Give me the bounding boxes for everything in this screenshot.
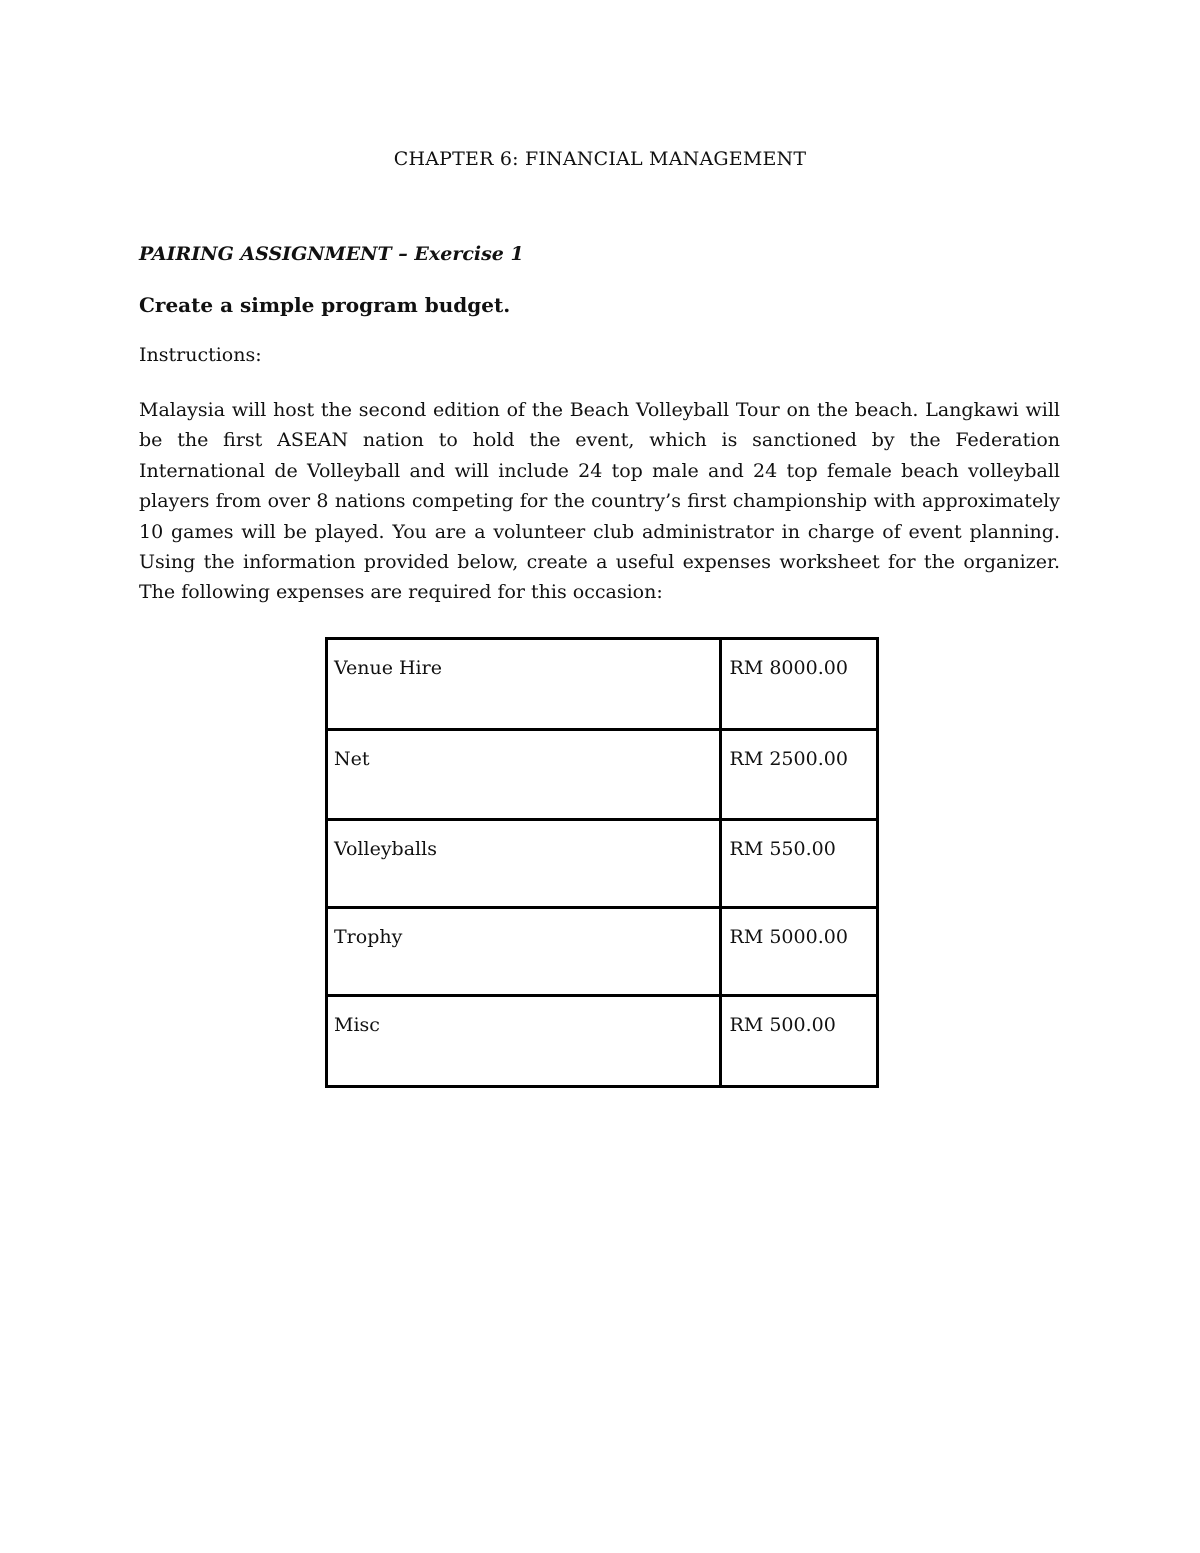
expense-amount: RM 5000.00 xyxy=(720,908,877,996)
chapter-title: CHAPTER 6: FINANCIAL MANAGEMENT xyxy=(393,148,807,170)
expense-amount: RM 550.00 xyxy=(720,820,877,908)
instructions-label: Instructions: xyxy=(139,344,262,366)
table-row xyxy=(327,639,878,730)
expense-table xyxy=(325,637,879,1088)
assignment-heading: PAIRING ASSIGNMENT – Exercise 1 xyxy=(139,243,524,265)
expense-amount: RM 500.00 xyxy=(720,996,877,1087)
task-heading: Create a simple program budget. xyxy=(139,293,511,317)
expense-amount: RM 8000.00 xyxy=(720,639,877,730)
expense-item: Venue Hire xyxy=(327,639,721,730)
table-row xyxy=(327,908,878,996)
table-row xyxy=(327,996,878,1087)
expense-item: Net xyxy=(327,730,721,820)
expense-amount: RM 2500.00 xyxy=(720,730,877,820)
table-row xyxy=(327,730,878,820)
instructions-paragraph: Malaysia will host the second edition of the Beach Volleyball Tour on the beach. Langkawi will be the first ASEAN nation to hold the event, which is sanctioned by the Federation International de Volleyball and will include 24 top male and 24 top female beach volleyball players from over 8 nations competing for the country’s first championship with approximately 10 games will be played. You are a volunteer club administrator in charge of event planning. Using the information provided below, create a useful expenses worksheet for the organizer. The following expenses are required for this occasion: xyxy=(139,399,1060,604)
expense-item: Trophy xyxy=(327,908,721,996)
expense-item: Volleyballs xyxy=(327,820,721,908)
expense-item: Misc xyxy=(327,996,721,1087)
table-row xyxy=(327,820,878,908)
